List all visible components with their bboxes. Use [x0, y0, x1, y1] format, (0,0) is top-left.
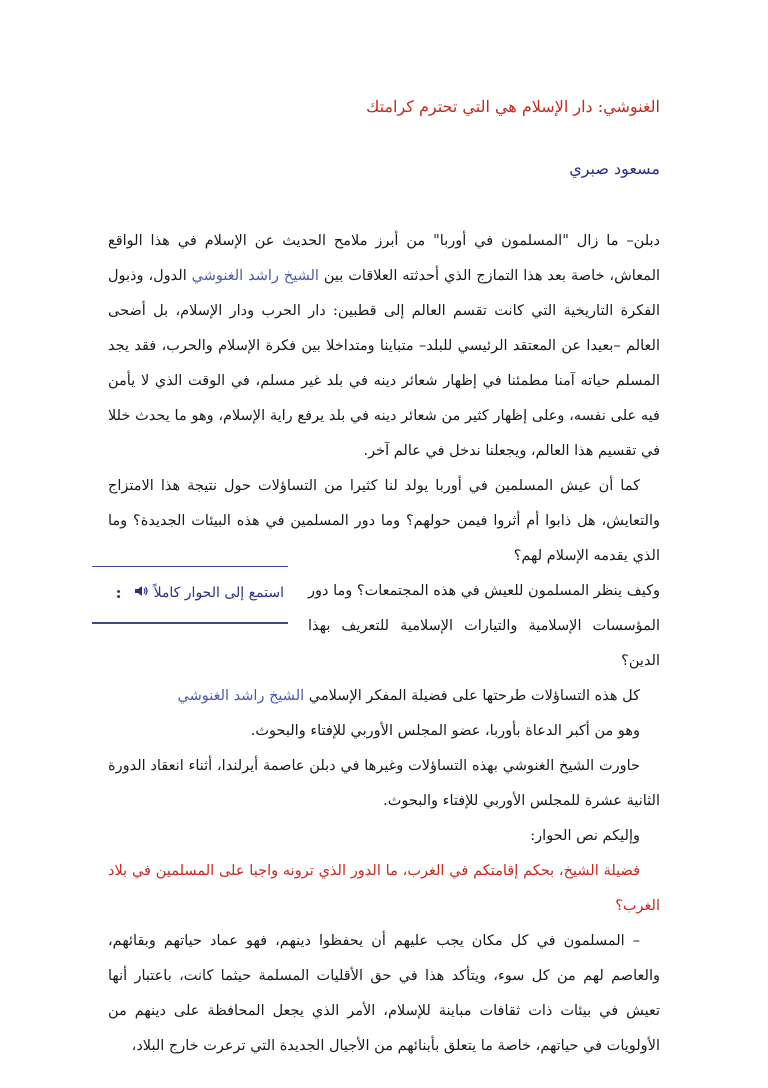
listen-audio-label[interactable]: استمع إلى الحوار كاملاً [153, 584, 284, 601]
listen-colon: : [115, 583, 122, 602]
paragraph-intro [108, 224, 660, 469]
paragraph-posed [108, 679, 660, 714]
listen-audio-link[interactable] [116, 583, 284, 602]
paragraph-intro-transcript: وإليكم نص الحوار: [530, 828, 640, 844]
guest-name-link-2[interactable]: الشيخ راشد الغنوشي [177, 688, 305, 704]
guest-name-link[interactable]: الشيخ راشد الغنوشي [191, 268, 319, 284]
author-name: مسعود صبري [569, 159, 660, 178]
paragraph-interview-context: حاورت الشيخ الغنوشي بهذه التساؤلات وغيرها في دبلن عاصمة أيرلندا، أثناء انعقاد الدورة الثانية عشرة للمجلس الأوربي للإفتاء والبحوث. [108, 758, 660, 809]
paragraph-posed-text: كل هذه التساؤلات طرحتها على فضيلة المفكر الإسلامي [304, 688, 640, 704]
speaker-icon[interactable] [134, 585, 148, 601]
listen-box-top-rule [92, 566, 288, 567]
paragraph-intro-text-b: الدول، وذبول الفكرة التاريخية التي كانت تقسم العالم إلى قطبين: دار الحرب ودار الإسلام، بل أضحى العالم –بعيدا عن المعتقد الرئيسي للبلد– متباينا ومتداخلا بين فكرة الإسلام والحرب، فقد يجد المسلم حياته آمنا مطمئنا في إظهار شعائر دينه في بلد غير مسلم، في الوقت الذي لا يأمن فيه على نفسه، وعلى إظهار كثير من شعائر دينه في بلد يرفع راية الإسلام، وهو ما يحدث خللا في تقسيم هذا العالم، ويجعلنا ندخل في عالم آخر. [108, 268, 660, 459]
listen-box-bottom-rule [92, 622, 288, 624]
answer-1: – المسلمون في كل مكان يجب عليهم أن يحفظوا دينهم، فهو عماد حياتهم وبقائهم، والعاصم لهم من كل سوء، ويتأكد هذا في حق الأقليات المسلمة حيثما كانت، باعتبار أنها تعيش في بيئات ذات ثقافات مباينة للإسلام، الأمر الذي يجعل المحافظة على دينهم من الأولويات في حياتهم، خاصة ما يتعلق بأبنائهم من الأجيال الجديدة التي ترعرت خارج البلاد، [108, 933, 660, 1054]
listen-audio-box [92, 566, 288, 624]
paragraph-institutions: وكيف ينظر المسلمون للعيش في هذه المجتمعات؟ وما دور المؤسسات الإسلامية والتيارات الإسلامية للتعريف بهذا الدين؟ [308, 583, 660, 669]
paragraph-intro-text-a: دبلن– ما زال "المسلمون في أوربا" من أبرز ملامح الحديث عن الإسلام في هذا الواقع المعاش، خاصة بعد هذا التمازج الذي أحدثته العلاقات بين [108, 233, 661, 284]
page-title: الغنوشي: دار الإسلام هي التي تحترم كرامتك [366, 97, 660, 116]
paragraph-guest-bio: وهو من أكبر الدعاة بأوربا، عضو المجلس الأوربي للإفتاء والبحوث. [250, 723, 640, 739]
paragraph-questions: كما أن عيش المسلمين في أوربا يولد لنا كثيرا من التساؤلات حول نتيجة هذا الامتزاج والتعايش، هل ذابوا أم أثروا فيمن حولهم؟ وما دور المسلمين في هذه البيئات الجديدة؟ وما الذي يقدمه الإسلام لهم؟ [108, 478, 660, 564]
question-1: فضيلة الشيخ، بحكم إقامتكم في الغرب، ما الدور الذي ترونه واجبا على المسلمين في بلاد الغرب؟ [108, 863, 660, 914]
article-body [108, 224, 660, 1064]
